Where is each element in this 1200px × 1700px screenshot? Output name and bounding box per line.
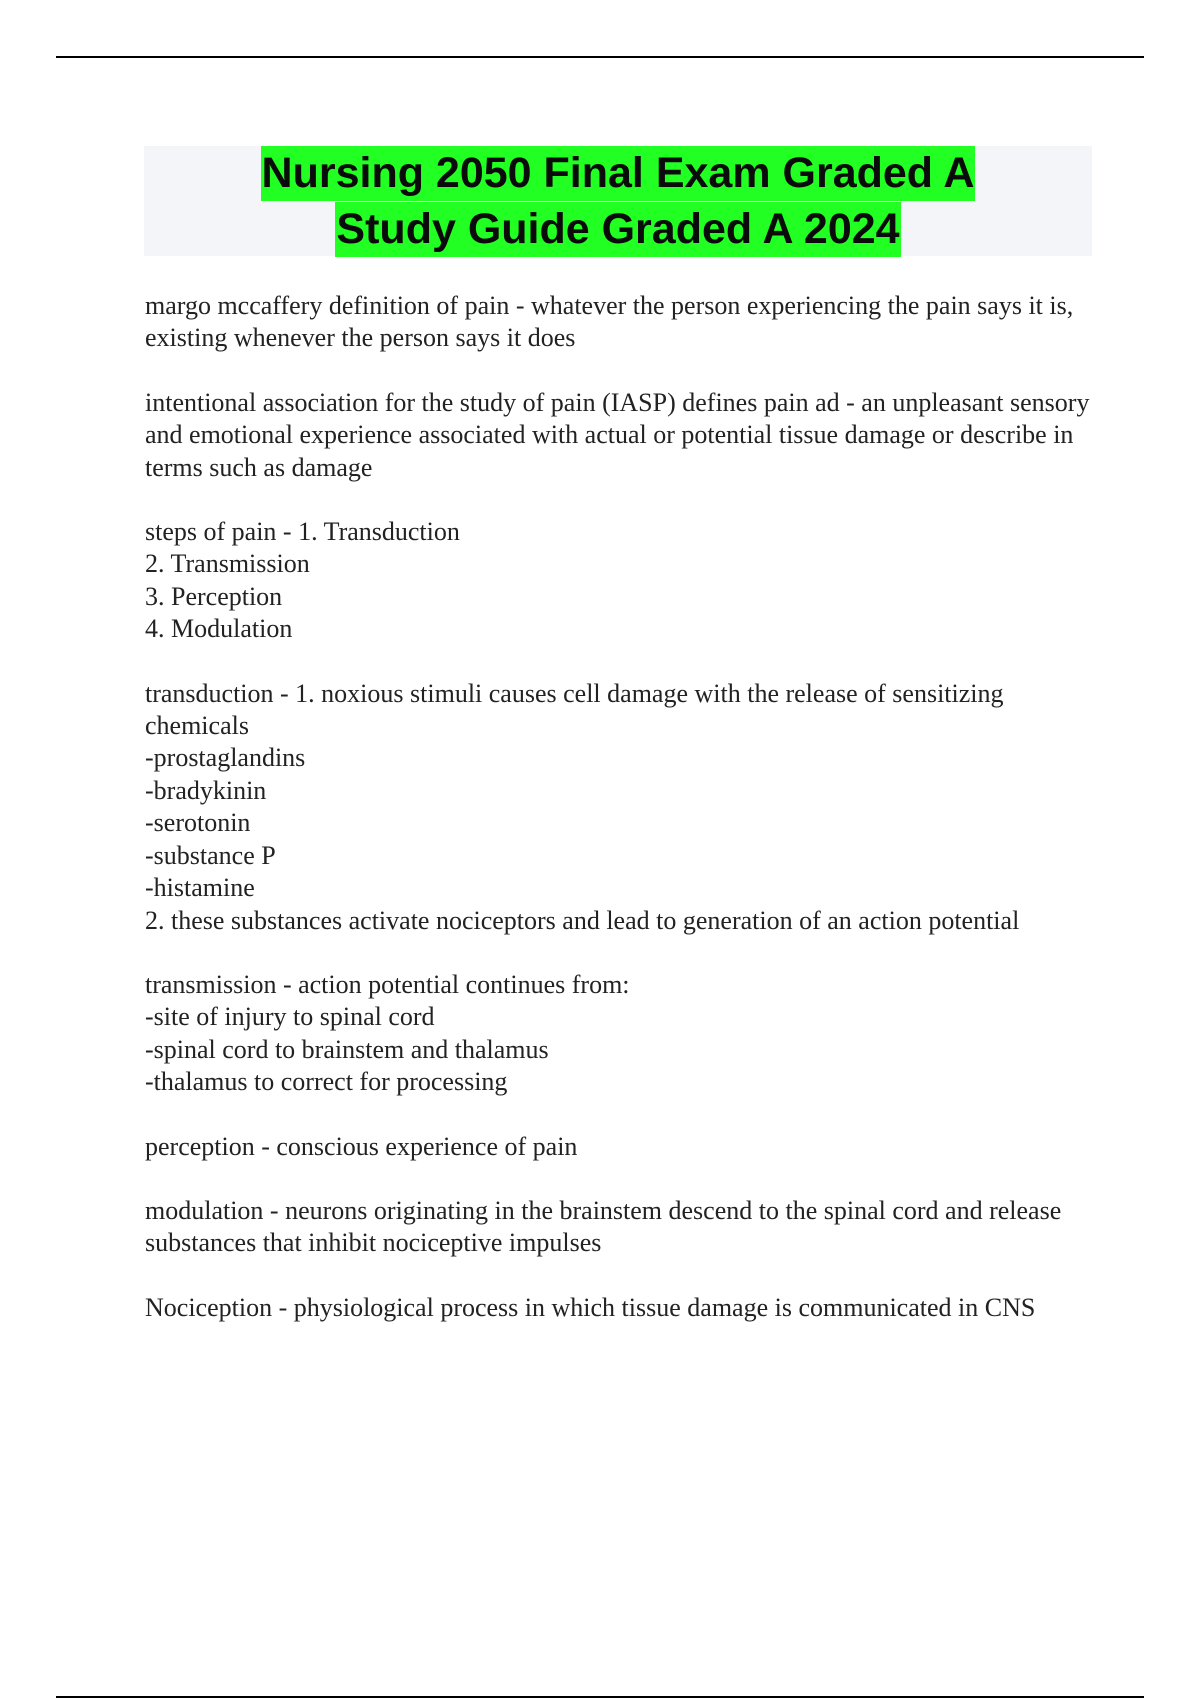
entry-modulation: modulation - neurons originating in the brainstem descend to the spinal cord and release substances that inhibit nociceptive impulses	[145, 1195, 1062, 1258]
study-guide-content	[145, 290, 1093, 1356]
bottom-rule	[56, 1696, 1144, 1698]
entry-perception: perception - conscious experience of pain	[145, 1131, 578, 1161]
entry-transduction: transduction - 1. noxious stimuli causes cell damage with the release of sensitizing chemicals -prostaglandins -bradykinin -serotonin -substance P -histamine 2. these substances activate nociceptors and lead to generation of an action potential	[145, 678, 1020, 935]
entry-mccaffery-definition: margo mccaffery definition of pain - whatever the person experiencing the pain says it is, existing whenever the person says it does	[145, 291, 1074, 353]
top-rule	[56, 56, 1144, 58]
entry-transmission: transmission - action potential continues from: -site of injury to spinal cord -spinal cord to brainstem and thalamus -thalamus to correct for processing	[145, 969, 630, 1097]
entry-nociception: Nociception - physiological process in which tissue damage is communicated in CNS	[145, 1292, 1036, 1322]
entry-iasp-definition: intentional association for the study of pain (IASP) defines pain ad - an unpleasant sensory and emotional experience associated with actual or potential tissue damage or describe in terms such as damage	[145, 387, 1090, 482]
document-title-line-1: Nursing 2050 Final Exam Graded A	[261, 146, 976, 201]
document-title-line-2: Study Guide Graded A 2024	[335, 202, 900, 257]
title-block	[144, 146, 1092, 256]
entry-steps-of-pain: steps of pain - 1. Transduction 2. Transmission 3. Perception 4. Modulation	[145, 517, 460, 644]
